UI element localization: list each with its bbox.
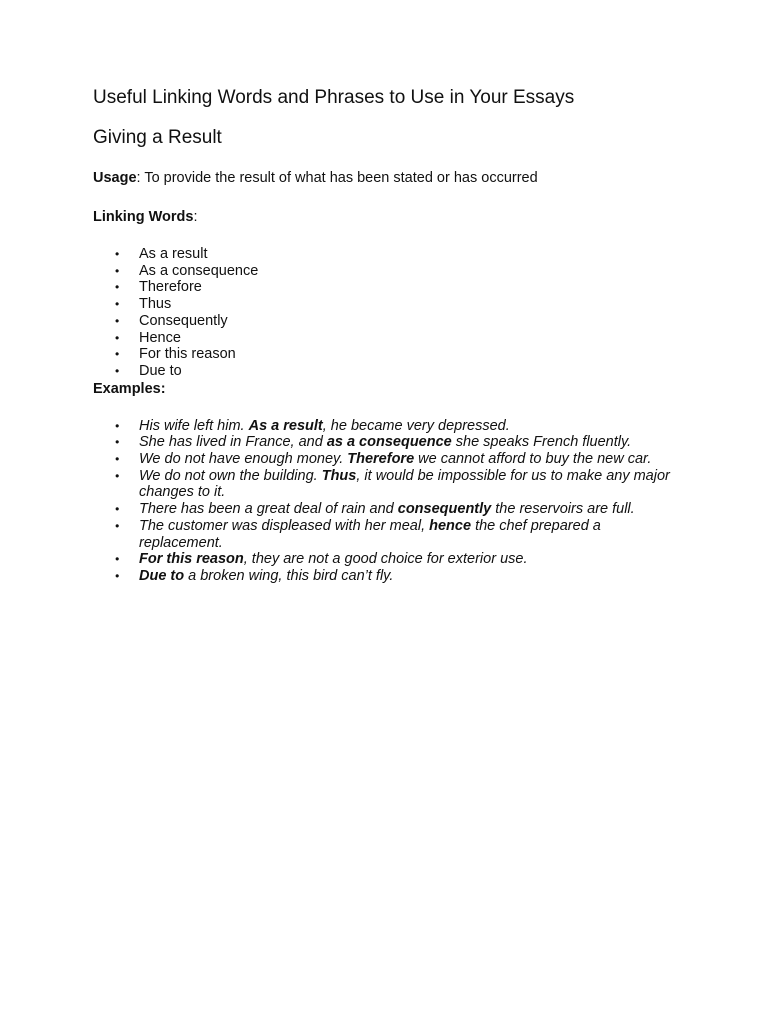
bullet-icon: •: [115, 297, 120, 312]
example-text-after: the chef prepared a replacement.: [139, 517, 601, 551]
list-item: [93, 263, 693, 280]
bullet-icon: •: [115, 452, 120, 467]
example-item: [93, 434, 679, 451]
section-heading: Giving a Result: [93, 127, 222, 148]
example-text-after: the reservoirs are full.: [491, 501, 635, 518]
bullet-icon: •: [115, 263, 120, 278]
bullet-icon: •: [115, 280, 120, 295]
example-linking-word: Thus: [321, 467, 357, 484]
bullet-icon: •: [115, 502, 120, 517]
bullet-icon: •: [115, 363, 120, 378]
example-text-before: She has lived in France, and: [139, 434, 327, 451]
linking-word: For this reason: [139, 346, 236, 363]
example-text-after: she speaks French fluently.: [451, 434, 632, 451]
example-linking-word: Therefore: [347, 451, 415, 468]
linking-words-suffix: :: [193, 209, 198, 225]
example-text-after: , it would be impossible for us to make any major changes to it.: [139, 467, 670, 501]
example-text-before: There has been a great deal of rain and: [139, 501, 398, 518]
example-text-after: a broken wing, this bird can’t fly.: [184, 567, 394, 584]
document-title: Useful Linking Words and Phrases to Use in Your Essays: [93, 87, 575, 108]
example-text-before: The customer was displeased with her meal,: [139, 517, 430, 534]
example-linking-word: Due to: [139, 567, 185, 584]
bullet-icon: •: [115, 552, 120, 567]
example-item: [93, 518, 679, 551]
bullet-icon: •: [115, 418, 120, 433]
example-linking-word: consequently: [397, 501, 492, 518]
linking-words-list: [93, 246, 693, 380]
usage-label: Usage: [93, 170, 137, 186]
bullet-icon: •: [115, 468, 120, 483]
example-item: [93, 551, 679, 568]
linking-word: As a result: [139, 246, 208, 262]
example-text-after: , they are not a good choice for exterior use.: [243, 551, 528, 568]
bullet-icon: •: [115, 435, 120, 450]
example-text-before: We do not own the building.: [139, 467, 322, 484]
example-text-after: , he became very depressed.: [322, 417, 510, 434]
linking-word: Hence: [139, 329, 181, 346]
list-item: [93, 246, 693, 263]
list-item: [93, 279, 693, 296]
examples-heading: Examples:: [93, 380, 166, 397]
usage-text: : To provide the result of what has been stated or has occurred: [136, 170, 538, 186]
example-item: [93, 501, 679, 518]
list-item: [93, 363, 693, 380]
list-item: [93, 330, 693, 347]
example-item: [93, 418, 679, 435]
list-item: [93, 313, 693, 330]
bullet-icon: •: [115, 347, 120, 362]
bullet-icon: •: [115, 568, 120, 583]
list-item: [93, 346, 693, 363]
example-linking-word: For this reason: [139, 551, 244, 568]
linking-word: Thus: [139, 296, 172, 313]
example-item: [93, 568, 679, 585]
bullet-icon: •: [115, 247, 120, 261]
examples-list: [93, 418, 693, 585]
linking-words-label: Linking Words: [93, 209, 194, 225]
example-text-before: His wife left him.: [139, 417, 249, 434]
example-linking-word: hence: [429, 517, 472, 534]
document-body: [93, 86, 693, 585]
example-linking-word: as a consequence: [326, 434, 452, 451]
example-item: [93, 451, 679, 468]
linking-word: Therefore: [139, 279, 202, 296]
usage-paragraph: [93, 169, 693, 187]
bullet-icon: •: [115, 330, 120, 345]
linking-word: As a consequence: [139, 262, 259, 279]
example-text-before: We do not have enough money.: [139, 451, 348, 468]
linking-word: Consequently: [139, 312, 228, 329]
example-linking-word: As a result: [248, 417, 323, 434]
bullet-icon: •: [115, 313, 120, 328]
bullet-icon: •: [115, 518, 120, 533]
linking-words-heading: [93, 208, 693, 226]
list-item: [93, 296, 693, 313]
example-item: [93, 468, 679, 501]
example-text-after: we cannot afford to buy the new car.: [414, 451, 652, 468]
linking-word: Due to: [139, 362, 182, 379]
